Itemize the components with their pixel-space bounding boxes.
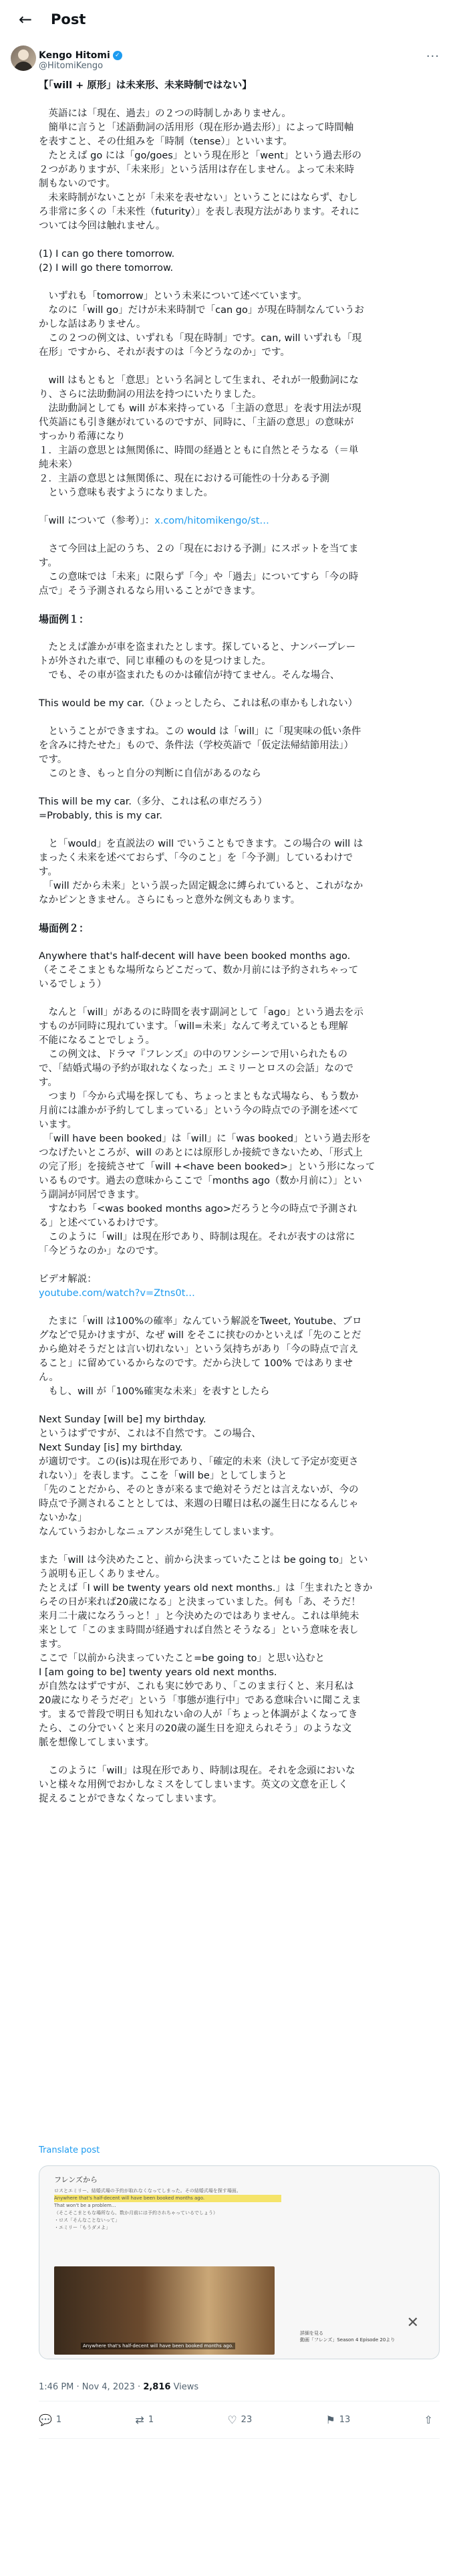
post-text-line: らその日が来れば20歳になる」と決まっていました。何も「あ、そうだ！ xyxy=(39,1597,361,1608)
like-count: 23 xyxy=(241,2414,253,2425)
translate-post-link[interactable]: Translate post xyxy=(39,2145,100,2155)
post-text-line: というはずですが、これは不自然です。この場合、 xyxy=(39,1428,261,1439)
post-text-line: 法助動詞としても will が本来持っている「主語の意思」を表す用法が現 xyxy=(39,403,361,414)
share-button[interactable] xyxy=(424,2413,433,2426)
doc-line-highlight: Anywhere that's half-decent will have been booked months ago. xyxy=(54,2195,281,2202)
share-icon: ⇧ xyxy=(424,2413,433,2426)
bookmark-button[interactable] xyxy=(325,2413,350,2426)
post-meta: 1:46 PM · Nov 4, 2023 · 2,816 Views xyxy=(39,2382,199,2392)
post-text-line: を表すこと、その仕組みを「時制（tense）」といいます。 xyxy=(39,136,293,147)
post-text-line: 来月二十歳になろうっと！」と今決めたのではありません。これは単純未 xyxy=(39,1611,359,1622)
post-text-line: 20歳になりそうだぞ」という「事態が進行中」である意味合いに聞こえま xyxy=(39,1695,361,1706)
blank-line xyxy=(39,936,440,950)
post-text-line: この例文は、ドラマ『フレンズ』の中のワンシーンで用いられたもの xyxy=(39,1049,347,1060)
side-note-title: 詳細を見る xyxy=(300,2331,323,2336)
blank-line xyxy=(39,276,440,290)
post-text-line: ないかな」 xyxy=(39,1513,88,1523)
post-text-line: ん。 xyxy=(39,1372,59,1383)
doc-line: ロスとエミリー、結婚式場の予約が取れなくなってしまった。その結婚式場を探す場面。 xyxy=(54,2188,241,2193)
post-text-line: と「would」を直説法の will でいうこともできます。この場合の will は xyxy=(39,839,363,849)
post-text-line: Next Sunday [is] my birthday. xyxy=(39,1442,183,1453)
post-text-line: が自然なはずですが、これも実に妙であり、「このまま行くと、来月私は xyxy=(39,1681,354,1692)
post-text-line: 「今どうなのか」なのです。 xyxy=(39,1246,164,1257)
divider xyxy=(39,2438,440,2439)
bookmark-icon: ⚑ xyxy=(325,2413,335,2426)
avatar[interactable] xyxy=(11,45,36,71)
post-text-line: Anywhere that's half-decent will have been booked months ago. xyxy=(39,951,351,962)
post-text-line: 「先のことだから、そのときが来るまで絶対そうだとは言えないが、今の xyxy=(39,1485,359,1495)
close-icon: ✕ xyxy=(406,2315,419,2331)
blank-line xyxy=(39,1750,440,1764)
section-heading: 場面例１： xyxy=(39,613,90,625)
post-text-line: このとき、もっと自分の判断に自信があるのなら xyxy=(39,768,261,779)
post-text-line: 純未来） xyxy=(39,459,78,470)
post-text-line: すなわち「<was booked months ago>だろうと今の時点で予測され xyxy=(39,1204,357,1214)
post-text-line: から絶対そうだとは言い切れない」という気持ちがあり「今の時点で言え xyxy=(39,1344,359,1355)
page-title: Post xyxy=(51,11,86,27)
post-text-line: 点で」そう予測されるなら用いることができます。 xyxy=(39,586,261,597)
post-text-line: 英語には「現在、過去」の２つの時制しかありません。 xyxy=(39,108,291,119)
post-text-line: います。 xyxy=(39,1119,77,1130)
like-button[interactable] xyxy=(227,2413,252,2426)
author-handle[interactable]: @HitomiKengo xyxy=(39,60,104,71)
post-text-line: つなげたいところが、will のあとには原形しか接続できないため、「形式上 xyxy=(39,1148,363,1158)
blank-line xyxy=(39,599,440,613)
doc-text xyxy=(54,2187,281,2232)
section-heading: 場面例２： xyxy=(39,922,90,934)
post-text-line: 月前には誰かが予約してしまっている」という今の時点での予測を述べて xyxy=(39,1105,359,1116)
post-text-line: なんと「will」があるのに時間を表す副詞として「ago」という過去を示 xyxy=(39,1007,363,1018)
reply-icon: 💬 xyxy=(39,2413,52,2426)
post-text-line: I [am going to be] twenty years old next months. xyxy=(39,1667,277,1678)
doc-line: ・ロス「そんなことないって」 xyxy=(54,2218,120,2223)
post-text-line: すものが同時に現れています。「will=未来」なんて考えているとも理解 xyxy=(39,1021,348,1032)
post-text-line: 捉えることができなくなってしまいます。 xyxy=(39,1794,222,1804)
doc-line: ・エミリー「もうダメよ」 xyxy=(54,2225,110,2230)
post-text-line: ます。 xyxy=(39,1639,67,1650)
blank-line xyxy=(39,1301,440,1315)
post-text-line: の完了形」を接続させて「will +<have been booked>」という形になって xyxy=(39,1162,375,1172)
post-text-line: 不能になることでしょう。 xyxy=(39,1035,155,1046)
post-text-line: いるものです。過去の意味からここで「months ago（数か月前に）」とい xyxy=(39,1176,362,1186)
post-text-line: を含みに持たせた」もので、条件法（学校英語で「仮定法帰結節用法」） xyxy=(39,740,353,751)
repost-button[interactable] xyxy=(135,2413,154,2426)
doc-title: フレンズから xyxy=(54,2175,98,2184)
post-text-line: いるでしょう） xyxy=(39,979,107,990)
post-text-line: す。 xyxy=(39,867,57,877)
post-text-line: ること」に留めているからなのです。だから決して 100% ではありませ xyxy=(39,1358,353,1369)
top-bar xyxy=(0,0,451,39)
post-text-line: なのに「will go」だけが未来時制で「can go」が現在時制なんていうお xyxy=(39,305,364,316)
post-text-line: という意味も表すようになりました。 xyxy=(39,488,213,498)
arrow-left-icon: ← xyxy=(18,10,33,29)
post-text-line[interactable]: 「will について（参考）」：x.com/hitomikengo/st… xyxy=(39,516,269,526)
views-count: 2,816 xyxy=(143,2382,171,2392)
post-text-line: ビデオ解説： xyxy=(39,1274,97,1285)
post-text-line: ここで「以前から決まっていたこと=be going to」と思い込むと xyxy=(39,1653,325,1664)
blank-line xyxy=(39,528,440,542)
blank-line xyxy=(39,683,440,697)
post-text-line: このように「will」は現在形であり、時制は現在。それが表すのは常に xyxy=(39,1232,355,1243)
post-text-line: 未来時制がないことが「未来を表せない」ということにはならず、むし xyxy=(39,193,358,203)
post-text-line: すっかり希薄になり xyxy=(39,431,126,442)
post-text-line: トが外された車で、同じ車種のものを見つけました。 xyxy=(39,656,271,667)
post-text-line: もし、will が「100%確実な未来」を表すとしたら xyxy=(39,1386,270,1397)
post-text-line: なんていうおかしなニュアンスが発生してしまいます。 xyxy=(39,1527,280,1537)
heart-icon: ♡ xyxy=(227,2413,237,2426)
post-text-line: れない）」を表します。ここを「will be」としてしまうと xyxy=(39,1471,287,1481)
post-text-line: う副詞が同居できます。 xyxy=(39,1190,145,1200)
post-text-line: ということができますね。この would は「will」に「現実味の低い条件 xyxy=(39,726,361,737)
post-text-line: かしな話はありません。 xyxy=(39,319,146,330)
post-text-line: いと様々な用例でおかしなミスをしてしまいます。英文の文意を正しく xyxy=(39,1780,348,1790)
author-names xyxy=(39,50,122,71)
post-text-line: 【「will + 原形」は未来形、未来時制ではない】 xyxy=(39,80,252,91)
post-image[interactable] xyxy=(39,2165,440,2359)
post-text-line: この２つの例文は、いずれも「現在時制」です。can, will いずれも「現 xyxy=(39,333,362,344)
post-text-line: さて今回は上記のうち、２の「現在における予測」にスポットを当てま xyxy=(39,544,359,554)
post-text-line: う説明も正しくありません。 xyxy=(39,1569,166,1580)
post-text-line: 「will have been booked」は「will」に「was booked」という過去形を xyxy=(39,1134,371,1144)
blank-line xyxy=(39,93,440,107)
verified-badge-icon: ✓ xyxy=(113,51,122,60)
side-note xyxy=(300,2330,427,2343)
side-note-text: 動画「フレンズ」Season 4 Episode 20より xyxy=(300,2337,396,2343)
reply-count: 1 xyxy=(55,2414,62,2425)
post-text-line: ついては今回は触れません。 xyxy=(39,221,166,231)
post-text-line: This would be my car.（ひょっとしたら、これは私の車かもしれない） xyxy=(39,698,358,709)
reply-button[interactable] xyxy=(39,2413,61,2426)
post-text-line: このように「will」は現在形であり、時制は現在。それを念頭においな xyxy=(39,1765,355,1776)
repost-icon: ⇄ xyxy=(135,2413,144,2426)
post-text-line: 「will だから未来」という誤った固定観念に縛られていると、これがなか xyxy=(39,881,363,891)
video-frame xyxy=(54,2266,275,2355)
post-text-line: す。まるで普段で明日も知れない命の人が「ちょっと体調がよくなってき xyxy=(39,1709,358,1720)
author-name[interactable]: Kengo Hitomi xyxy=(39,49,110,61)
post-text-line: １．主語の意思とは無関係に、時間の経過とともに自然とそうなる（＝単 xyxy=(39,445,359,456)
action-bar xyxy=(39,2406,440,2433)
post-link[interactable]: youtube.com/watch?v=Ztns0t… xyxy=(39,1288,195,1299)
post-text-line: たとえば「I will be twenty years old next months.」は「生まれたときか xyxy=(39,1583,373,1594)
blank-line xyxy=(39,711,440,725)
repost-count: 1 xyxy=(148,2414,154,2425)
post-text-line: まったく未来を述べておらず、「今のこと」を「今予測」しているわけで xyxy=(39,853,353,863)
post-text-line: ２つがありますが、「未来形」という活用は存在しません。よって未来時 xyxy=(39,165,355,175)
post-text-line: つまり「今から式場を探しても、ちょっとまともな式場なら、もう数か xyxy=(39,1091,359,1102)
post-text-line: で、「結婚式場の予約が取れなくなった」エミリーとロスの会話」なので xyxy=(39,1063,353,1074)
blank-line xyxy=(39,1399,440,1413)
post-text-line: たまに「will は100%の確率」なんていう解説をTweet, Youtube、ブロ xyxy=(39,1316,362,1327)
blank-line xyxy=(39,823,440,837)
doc-line: （そこそこまともな場所なら、数か月前には予約されちゃっているでしょう） xyxy=(54,2210,218,2216)
blank-line xyxy=(39,992,440,1006)
post-text-line: たとえば誰かが車を盗まれたとします。探していると、ナンバープレー xyxy=(39,642,356,653)
post-text-line: グなどで見かけますが、なぜ will をそこに挟むのかといえば「先のことだ xyxy=(39,1330,361,1341)
blank-line xyxy=(39,1259,440,1273)
post-text-line: でも、その車が盗まれたものかは確信が持てません。そんな場合、 xyxy=(39,670,340,681)
post-body xyxy=(39,79,440,1806)
post-text-line: 制もないのです。 xyxy=(39,179,116,189)
post-text-line: (2) I will go there tomorrow. xyxy=(39,263,174,274)
more-options-button[interactable]: ··· xyxy=(426,49,440,64)
post-text-line: が適切です。この(is)は現在形であり、「確定的未来（決して予定が変更さ xyxy=(39,1457,359,1467)
post-text-line: 時点で予測されることとしては、来週の日曜日は私の誕生日になるんじゃ xyxy=(39,1499,359,1509)
post-text-line: =Probably, this is my car. xyxy=(39,811,162,821)
post-text-line: Next Sunday [will be] my birthday. xyxy=(39,1414,206,1425)
post-link[interactable]: x.com/hitomikengo/st… xyxy=(154,516,269,526)
post-text-line: will はもともと「意思」という名詞として生まれ、それが一般動詞にな xyxy=(39,375,359,386)
post-text-line: (1) I can go there tomorrow. xyxy=(39,249,175,259)
blank-line xyxy=(39,1539,440,1553)
post-text-line: この意味では「未来」に限らず「今」や「過去」についてすら「今の時 xyxy=(39,572,359,582)
post-text-line: る」と述べているわけです。 xyxy=(39,1218,164,1228)
views-label: Views xyxy=(173,2382,199,2392)
post-text-line: 代英語にも引き継がれているのですが、同時に、「主語の意思」の意味が xyxy=(39,417,354,428)
back-button[interactable] xyxy=(12,6,39,33)
post-time[interactable]: 1:46 PM · Nov 4, 2023 xyxy=(39,2382,135,2392)
blank-line xyxy=(39,781,440,795)
post-text-line: す。 xyxy=(39,558,57,568)
author-row xyxy=(39,45,440,75)
post-text-line: また「will は今決めたこと、前から決まっていたことは be going to」とい xyxy=(39,1555,368,1566)
post-text-line: たとえば go には「go/goes」という現在形と「went」という過去形の xyxy=(39,150,361,161)
post-text-line: 来として「このまま時間が経過すれば自然とそうなる」という意味を表し xyxy=(39,1625,359,1636)
blank-line xyxy=(39,907,440,922)
post-text-line: す。 xyxy=(39,1077,57,1088)
blank-line xyxy=(39,500,440,514)
author-name-row xyxy=(39,50,122,61)
post-text-line: This will be my car.（多分、これは私の車だろう） xyxy=(39,796,267,807)
blank-line xyxy=(39,360,440,374)
post-text-line: たら、この分でいくと来月の20歳の誕生日を迎えられそう」のような文 xyxy=(39,1723,351,1734)
blank-line xyxy=(39,233,440,247)
post-text-line: です。 xyxy=(39,754,67,765)
post-text-line[interactable] xyxy=(39,1287,440,1301)
post-text-line: 脈を想像してしまいます。 xyxy=(39,1737,154,1748)
post-text-line: なかピンときません。さらにもっと意外な例文もあります。 xyxy=(39,895,301,905)
post-text-line: いずれも「tomorrow」という未来について述べています。 xyxy=(39,291,307,302)
bookmark-count: 13 xyxy=(339,2414,351,2425)
blank-line xyxy=(39,627,440,641)
video-caption: Anywhere that's half-decent will have been booked months ago. xyxy=(81,2343,235,2349)
post-text-line: り、さらに法助動詞の用法を持つにいたりました。 xyxy=(39,389,262,400)
post-text-line: ２．主語の意思とは無関係に、現在における可能性の十分ある予測 xyxy=(39,473,329,484)
doc-line: That won't be a problem... xyxy=(54,2203,116,2208)
post-text-line: ろ非常に多くの「未来性（futurity）」を表し表現方法があります。それに xyxy=(39,207,360,217)
post-text-line: 簡単に言うと「述語動詞の活用形（現在形か過去形）」によって時間軸 xyxy=(39,122,354,133)
post-text-line: 在形」ですから、それが表すのは「今どうなのか」です。 xyxy=(39,347,290,358)
post-text-line: （そこそこまともな場所ならどこだって、数か月前には予約されちゃって xyxy=(39,965,359,976)
